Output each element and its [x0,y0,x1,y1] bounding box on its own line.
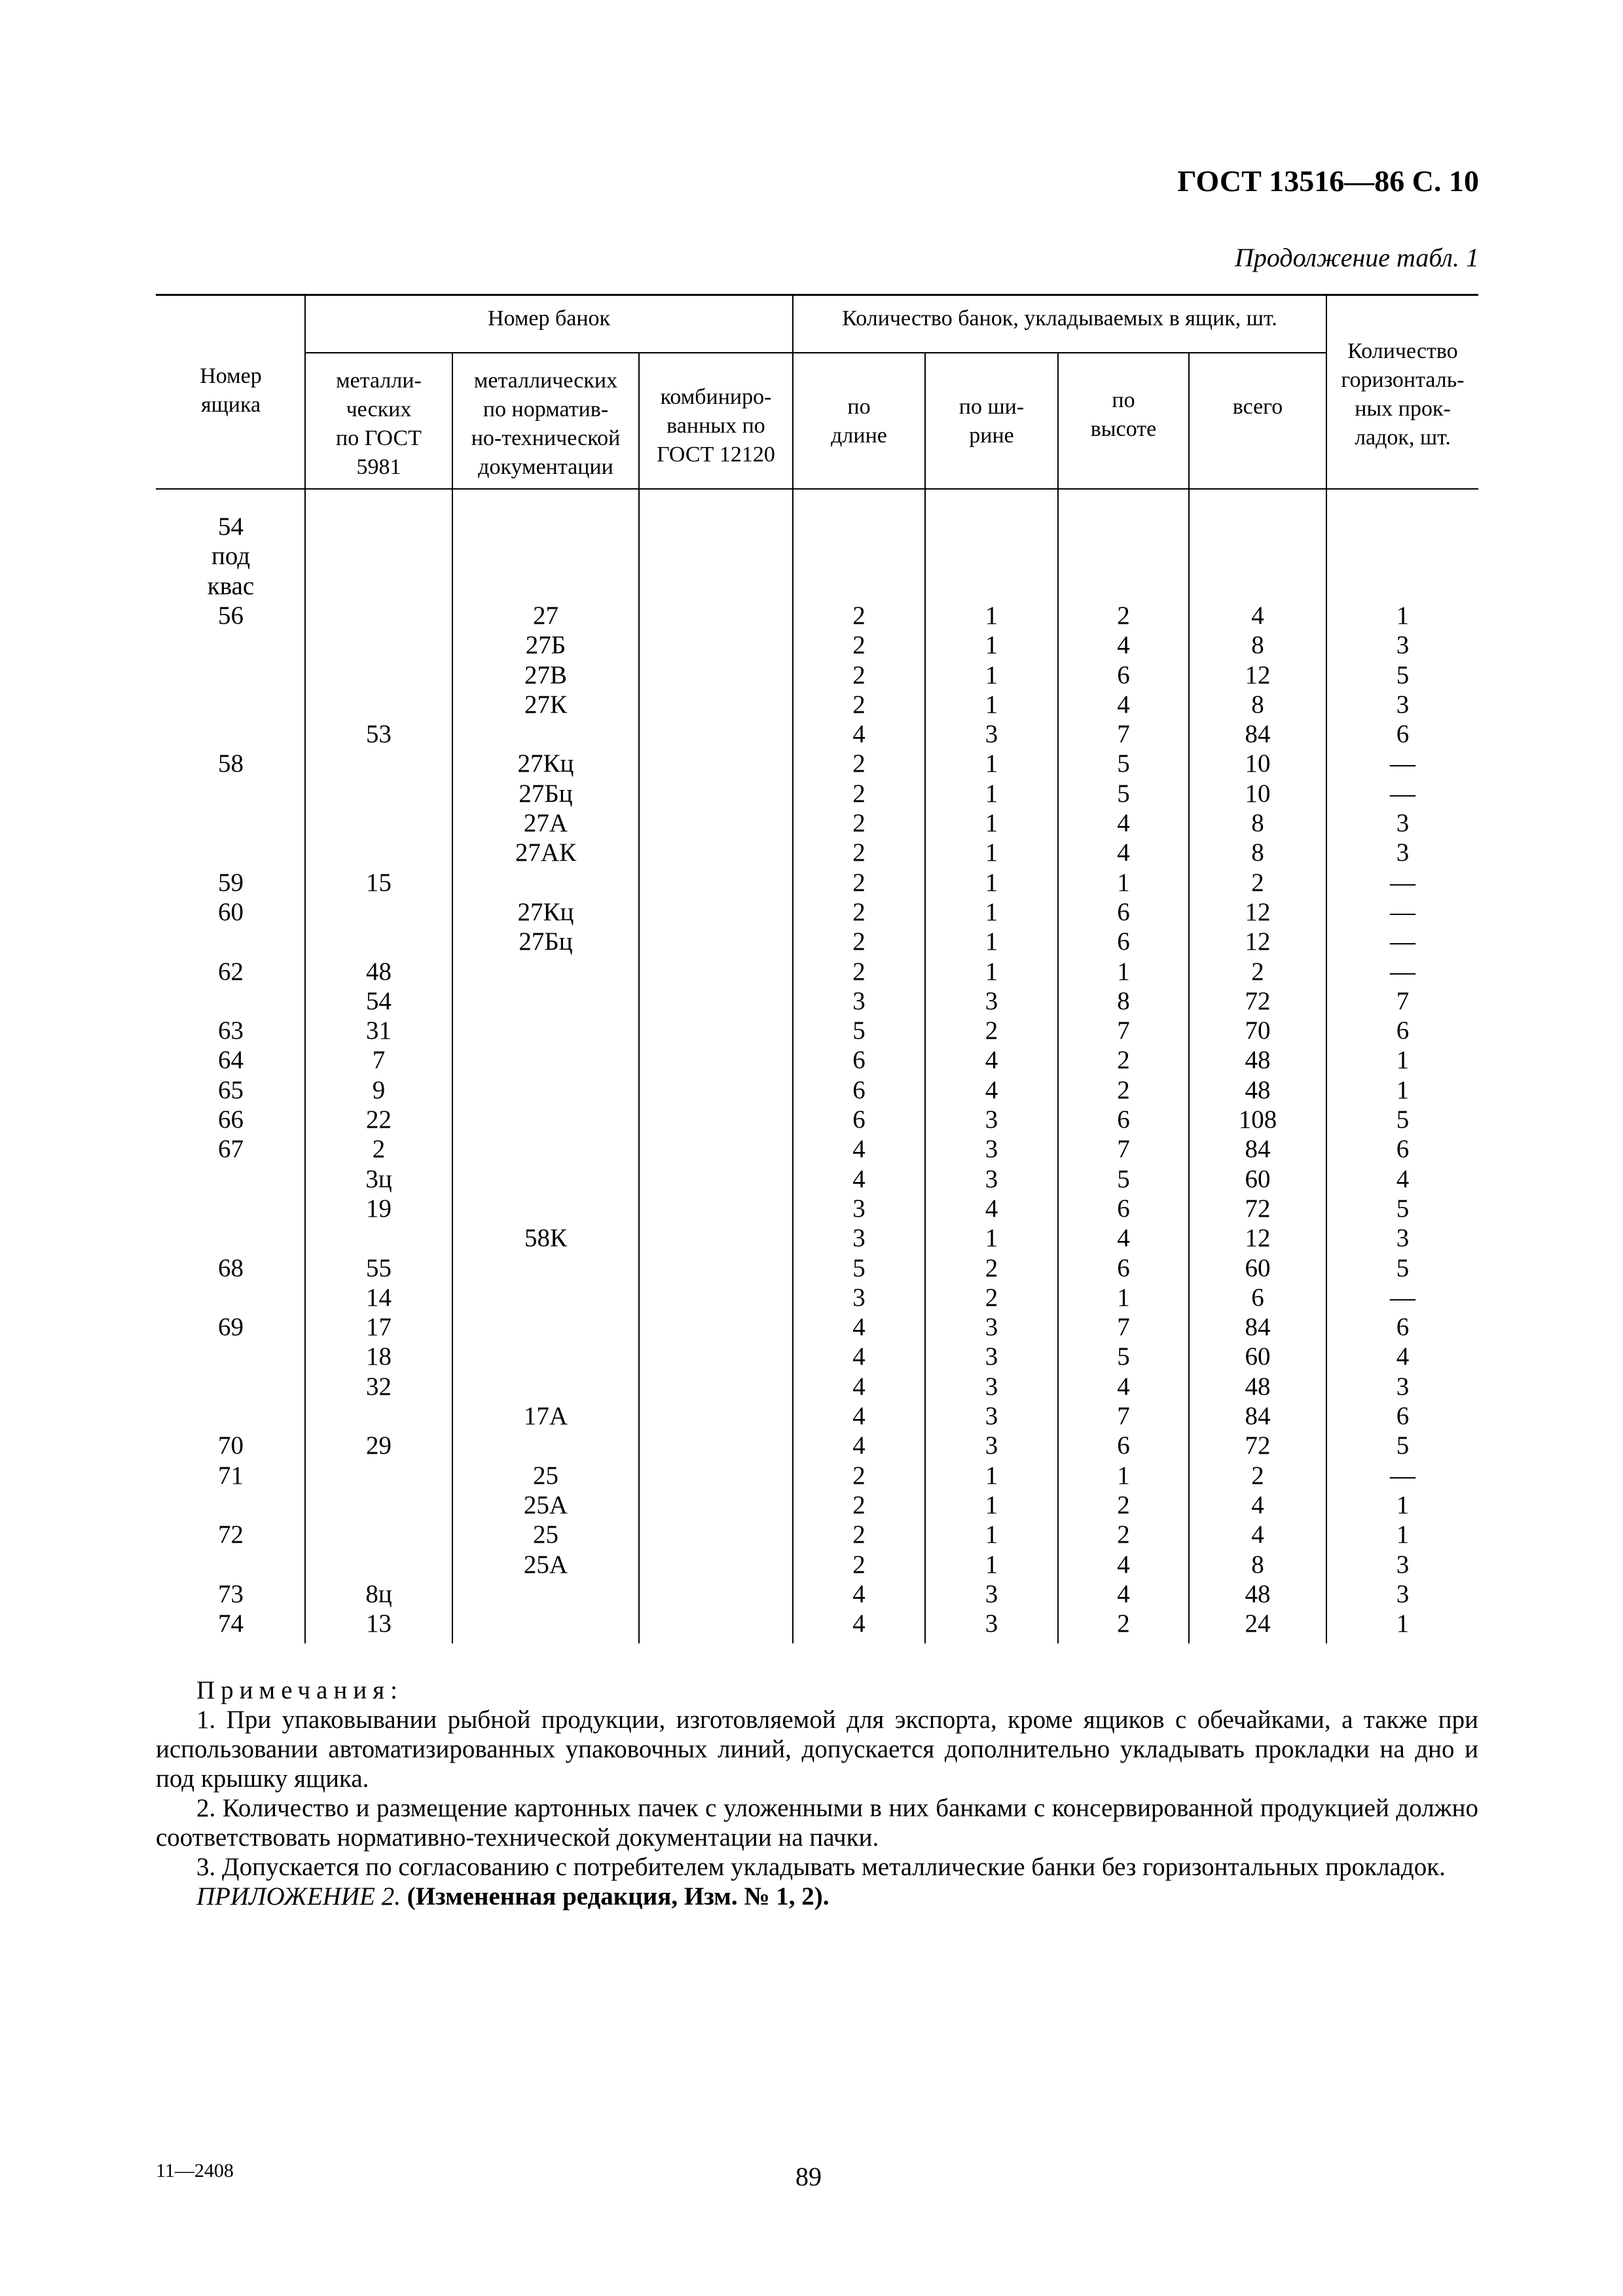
cell-metal-gost: 54 [366,986,392,1015]
cell-width: 1 [985,1550,998,1579]
cell-total: 72 [1245,1431,1271,1460]
cell-box-number: 67 [218,1135,244,1164]
cell-length: 2 [852,897,866,926]
header-pads: Количество горизонталь- ных прок- ладок, шт. [1341,339,1465,450]
cell-total: 48 [1245,1579,1271,1608]
header-combined: комбиниро- ванных по ГОСТ 12120 [657,385,775,467]
cell-width: 1 [985,838,998,867]
cell-metal-ntd: 17А [523,1402,568,1430]
cell-metal-ntd: 27А [523,809,568,837]
cell-total: 60 [1245,1164,1271,1193]
cell-length: 2 [852,631,866,660]
cell-total: 12 [1245,897,1271,926]
notes-title: Примечания: [196,1676,403,1704]
cell-total: 60 [1245,1253,1271,1282]
cell-metal-ntd: 25А [523,1490,568,1519]
cell-height: 1 [1117,957,1130,986]
cell-metal-ntd: 25 [533,1520,558,1549]
cell-length: 2 [852,660,866,689]
cell-height: 2 [1117,1046,1130,1075]
cell-length: 4 [852,1402,866,1430]
cell-width: 3 [985,1431,998,1460]
cell-height: 5 [1117,1342,1130,1371]
cell-height: 7 [1117,1313,1130,1342]
cell-total: 24 [1245,1609,1271,1638]
cell-pads: 1 [1396,1046,1410,1075]
cell-height: 5 [1117,779,1130,808]
cell-length: 4 [852,1609,866,1638]
cell-metal-gost: 15 [366,868,392,897]
cell-width: 3 [985,1372,998,1401]
cell-width: 3 [985,1609,998,1638]
cell-box-number: 74 [218,1609,244,1638]
cell-total: 2 [1251,1461,1264,1490]
cell-width: 3 [985,986,998,1015]
cell-width: 1 [985,1490,998,1519]
cell-length: 2 [852,690,866,719]
cell-pads: — [1390,957,1415,986]
cell-length: 4 [852,1135,866,1164]
cell-width: 3 [985,1105,998,1134]
cell-total: 2 [1251,868,1264,897]
cell-width: 2 [985,1016,998,1045]
cell-pads: — [1390,868,1415,897]
header-box-number: Номер ящика [200,364,262,417]
header-sub-rule [304,352,1326,353]
cell-total: 72 [1245,1194,1271,1223]
notes-section [156,1676,1478,1911]
cell-length: 2 [852,838,866,867]
cell-metal-gost: 17 [366,1313,392,1342]
cell-total: 84 [1245,1135,1271,1164]
cell-box-number: 68 [218,1253,244,1282]
cell-width: 1 [985,631,998,660]
cell-total: 12 [1245,660,1271,689]
cell-pads: 6 [1396,1135,1410,1164]
cell-length: 4 [852,1342,866,1371]
header-cans-group: Номер банок [487,306,611,331]
cell-width: 3 [985,1135,998,1164]
cell-total: 8 [1251,809,1264,837]
cell-box-number: 64 [218,1046,244,1075]
cell-metal-ntd: 25 [533,1461,558,1490]
cell-metal-ntd: 58К [524,1224,567,1253]
cell-pads: 3 [1396,1550,1410,1579]
cell-box-number: 71 [218,1461,244,1490]
cell-box-number: 54 [218,512,244,541]
cell-pads: 1 [1396,1520,1410,1549]
cell-pads: 5 [1396,1253,1410,1282]
cell-width: 4 [985,1194,998,1223]
cell-length: 2 [852,868,866,897]
cell-length: 5 [852,1253,866,1282]
cell-height: 7 [1117,1402,1130,1430]
header-total: всего [1232,395,1283,419]
cell-pads: — [1390,749,1415,778]
cell-metal-gost: 53 [366,720,392,749]
cell-total: 84 [1245,1313,1271,1342]
cell-length: 6 [852,1075,866,1104]
cell-width: 1 [985,749,998,778]
cell-total: 48 [1245,1372,1271,1401]
cell-length: 2 [852,1550,866,1579]
cell-pads: 3 [1396,1372,1410,1401]
header-width: по ши- рине [958,395,1025,448]
cell-height: 2 [1117,1609,1130,1638]
cell-box-number: 59 [218,868,244,897]
cell-width: 1 [985,660,998,689]
cell-length: 4 [852,1164,866,1193]
table-top-rule [156,294,1478,296]
footer-code: 11—2408 [156,2160,234,2181]
cell-total: 8 [1251,838,1264,867]
cell-height: 4 [1117,1550,1130,1579]
cell-total: 2 [1251,957,1264,986]
cell-height: 4 [1117,631,1130,660]
cell-length: 3 [852,1194,866,1223]
cell-pads: 3 [1396,809,1410,837]
cell-width: 1 [985,927,998,956]
cell-length: 3 [852,1224,866,1253]
cell-height: 4 [1117,809,1130,837]
cell-total: 12 [1245,1224,1271,1253]
cell-metal-gost: 7 [372,1046,386,1075]
cell-metal-ntd: 27Бц [519,779,573,808]
cell-pads: 5 [1396,1105,1410,1134]
cell-width: 1 [985,1520,998,1549]
cell-total: 108 [1238,1105,1277,1134]
cell-height: 1 [1117,1283,1130,1312]
cell-pads: — [1390,897,1415,926]
cell-width: 1 [985,957,998,986]
cell-height: 5 [1117,1164,1130,1193]
cell-pads: 5 [1396,1194,1410,1223]
cell-pads: 1 [1396,1075,1410,1104]
cell-pads: 3 [1396,1579,1410,1608]
cell-height: 6 [1117,927,1130,956]
cell-pads: — [1390,779,1415,808]
cell-box-number: 69 [218,1313,244,1342]
cell-length: 4 [852,1431,866,1460]
cell-metal-ntd: 27К [524,690,567,719]
cell-width: 3 [985,1164,998,1193]
cell-height: 7 [1117,1016,1130,1045]
cell-total: 70 [1245,1016,1271,1045]
cell-length: 2 [852,749,866,778]
cell-box-number: 72 [218,1520,244,1549]
cell-height: 2 [1117,1490,1130,1519]
cell-width: 3 [985,1342,998,1371]
note-item: 3. Допускается по согласованию с потребителем укладывать металлические банки без горизонтальных прокладок. [196,1853,1446,1881]
cell-width: 2 [985,1283,998,1312]
cell-total: 60 [1245,1342,1271,1371]
cell-height: 5 [1117,749,1130,778]
cell-metal-gost: 32 [366,1372,392,1401]
cell-total: 10 [1245,779,1271,808]
appendix-label: ПРИЛОЖЕНИЕ 2. [196,1882,401,1910]
cell-total: 48 [1245,1075,1271,1104]
cell-metal-ntd: 27Б [525,631,566,660]
cell-metal-ntd: 27 [533,601,558,630]
cell-total: 72 [1245,986,1271,1015]
cell-box-number: 66 [218,1105,244,1134]
cell-width: 1 [985,601,998,630]
cell-metal-gost: 18 [366,1342,392,1371]
cell-length: 4 [852,1579,866,1608]
cell-metal-ntd: 27Бц [519,927,573,956]
cell-metal-gost: 9 [372,1075,386,1104]
cell-box-number: 65 [218,1075,244,1104]
cell-metal-gost: 14 [366,1283,392,1312]
col-divider [638,353,640,1643]
cell-pads: 4 [1396,1164,1410,1193]
cell-metal-ntd: 27АК [515,838,577,867]
header-bottom-rule [156,488,1478,490]
cell-width: 1 [985,809,998,837]
appendix-revision: (Измененная редакция, Изм. № 1, 2). [407,1882,830,1910]
cell-metal-ntd: 25А [523,1550,568,1579]
cell-total: 8 [1251,1550,1264,1579]
cell-height: 7 [1117,1135,1130,1164]
cell-metal-ntd: 27Кц [517,897,574,926]
cell-box-number: 56 [218,601,244,630]
cell-width: 1 [985,1224,998,1253]
cell-width: 1 [985,897,998,926]
cell-total: 6 [1251,1283,1264,1312]
cell-pads: — [1390,1461,1415,1490]
cell-metal-gost: 3ц [365,1164,392,1193]
cell-height: 8 [1117,986,1130,1015]
cell-pads: — [1390,927,1415,956]
cell-total: 4 [1251,601,1264,630]
cell-pads: 3 [1396,838,1410,867]
cell-box-number: 63 [218,1016,244,1045]
cell-pads: 6 [1396,1402,1410,1430]
cell-length: 2 [852,601,866,630]
cell-length: 2 [852,1461,866,1490]
cell-metal-gost: 8ц [365,1579,392,1608]
cell-box-number: 62 [218,957,244,986]
page-number: 89 [795,2162,822,2191]
cell-metal-gost: 22 [366,1105,392,1134]
cell-width: 4 [985,1075,998,1104]
cell-metal-ntd: 27Кц [517,749,574,778]
cell-height: 2 [1117,1520,1130,1549]
cell-total: 8 [1251,631,1264,660]
cell-height: 4 [1117,1224,1130,1253]
cell-height: 4 [1117,1579,1130,1608]
header-metal-gost: металли- ческих по ГОСТ 5981 [336,368,422,479]
cell-total: 10 [1245,749,1271,778]
cell-pads: 5 [1396,660,1410,689]
cell-length: 5 [852,1016,866,1045]
cell-height: 2 [1117,1075,1130,1104]
cell-height: 2 [1117,601,1130,630]
cell-width: 1 [985,779,998,808]
cell-total: 84 [1245,720,1271,749]
header-height: по высоте [1090,388,1157,441]
cell-height: 4 [1117,1372,1130,1401]
cell-total: 4 [1251,1520,1264,1549]
cell-width: 2 [985,1253,998,1282]
cell-metal-gost: 31 [366,1016,392,1045]
cell-metal-gost: 2 [372,1135,386,1164]
note-item: 1. При упаковывании рыбной продукции, изготовляемой для экспорта, кроме ящиков с обечайками, а также при использовании автоматизированных упаковочных линий, допускается дополнительно укладывать прокладки на дно и под крышку ящика. [156,1706,1478,1793]
cell-height: 1 [1117,1461,1130,1490]
cell-width: 1 [985,1461,998,1490]
cell-pads: 7 [1396,986,1410,1015]
cell-metal-gost: 19 [366,1194,392,1223]
cell-width: 3 [985,1313,998,1342]
cell-box-number: под [211,542,251,571]
cell-width: 3 [985,1579,998,1608]
header-length: по длине [831,395,887,448]
cell-width: 3 [985,1402,998,1430]
cell-width: 1 [985,868,998,897]
cell-box-number: 58 [218,749,244,778]
cell-pads: 5 [1396,1431,1410,1460]
cell-box-number: 73 [218,1579,244,1608]
cell-width: 1 [985,690,998,719]
cell-metal-gost: 29 [366,1431,392,1460]
cell-total: 4 [1251,1490,1264,1519]
cell-height: 6 [1117,660,1130,689]
cell-pads: 3 [1396,1224,1410,1253]
cell-pads: 4 [1396,1342,1410,1371]
cell-width: 3 [985,720,998,749]
cell-length: 6 [852,1046,866,1075]
cell-box-number: квас [207,571,255,600]
cell-height: 1 [1117,868,1130,897]
cell-box-number: 70 [218,1431,244,1460]
cell-height: 4 [1117,838,1130,867]
appendix-reference [156,1882,1478,1911]
cell-length: 2 [852,1490,866,1519]
cell-length: 2 [852,927,866,956]
cell-length: 6 [852,1105,866,1134]
cell-metal-gost: 55 [366,1253,392,1282]
cell-pads: 1 [1396,1490,1410,1519]
cell-pads: 1 [1396,601,1410,630]
cell-pads: 6 [1396,1016,1410,1045]
cell-pads: 6 [1396,720,1410,749]
cell-length: 4 [852,1372,866,1401]
cell-height: 6 [1117,1253,1130,1282]
page-title: ГОСТ 13516—86 С. 10 [1177,164,1479,198]
cell-height: 4 [1117,690,1130,719]
cell-height: 6 [1117,1194,1130,1223]
cell-length: 2 [852,779,866,808]
header-metal-ntd: металлических по норматив- но-технической документации [471,368,621,479]
cell-total: 48 [1245,1046,1271,1075]
cell-pads: 6 [1396,1313,1410,1342]
cell-length: 2 [852,1520,866,1549]
cell-pads: — [1390,1283,1415,1312]
table-continuation-label: Продолжение табл. 1 [1234,243,1479,272]
note-item: 2. Количество и размещение картонных пачек с уложенными в них банками с консервированной продукцией должно соответствовать нормативно-технической документации на пачки. [156,1794,1478,1852]
cell-length: 3 [852,1283,866,1312]
cell-pads: 1 [1396,1609,1410,1638]
cell-total: 12 [1245,927,1271,956]
cell-length: 3 [852,986,866,1015]
header-count-group: Количество банок, укладываемых в ящик, шт. [842,306,1277,331]
cell-pads: 3 [1396,690,1410,719]
cell-metal-gost: 48 [366,957,392,986]
col-divider [452,353,453,1643]
cell-pads: 3 [1396,631,1410,660]
cell-metal-ntd: 27В [524,660,567,689]
cell-height: 6 [1117,897,1130,926]
cell-width: 4 [985,1046,998,1075]
cell-length: 4 [852,720,866,749]
cell-box-number: 60 [218,897,244,926]
cell-length: 4 [852,1313,866,1342]
cell-length: 2 [852,809,866,837]
cell-height: 6 [1117,1105,1130,1134]
cell-total: 84 [1245,1402,1271,1430]
cell-total: 8 [1251,690,1264,719]
cell-height: 6 [1117,1431,1130,1460]
cell-length: 2 [852,957,866,986]
cell-metal-gost: 13 [366,1609,392,1638]
cell-height: 7 [1117,720,1130,749]
